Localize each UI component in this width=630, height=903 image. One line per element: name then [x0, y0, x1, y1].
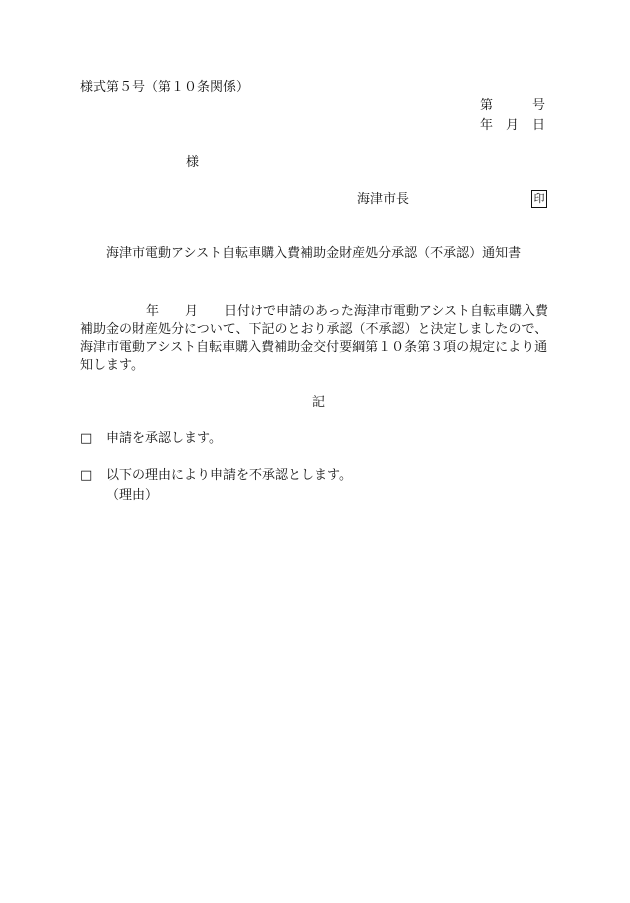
ki-heading: 記 — [312, 395, 326, 410]
document-date: 年 月 日 — [480, 118, 546, 133]
approve-label: 申請を承認します。 — [106, 431, 222, 446]
approve-checkbox: □ — [80, 431, 93, 446]
body-line-1: 年 月 日付けで申請のあった海津市電動アシスト自転車購入費 — [146, 304, 548, 319]
seal-mark: 印 — [531, 190, 547, 208]
body-paragraph — [80, 303, 550, 375]
body-line-4: 知します。 — [80, 358, 144, 373]
reject-label: 以下の理由により申請を不承認とします。 — [106, 468, 352, 483]
form-reference: 様式第５号（第１０条関係） — [80, 80, 250, 95]
document-number: 第 号 — [480, 98, 546, 113]
body-line-2: 補助金の財産処分について、下記のとおり承認（不承認）と決定しましたので、 — [80, 322, 548, 337]
document-title: 海津市電動アシスト自転車購入費補助金財産処分承認（不承認）通知書 — [106, 246, 522, 261]
approve-option — [80, 432, 222, 445]
issuer-name: 海津市長 — [357, 192, 410, 207]
body-line-3: 海津市電動アシスト自転車購入費補助金交付要綱第１０条第３項の規定により通 — [80, 340, 548, 355]
reject-checkbox: □ — [80, 468, 93, 483]
addressee-honorific: 様 — [186, 155, 200, 170]
reject-option — [80, 469, 352, 482]
reason-label: （理由） — [106, 488, 159, 503]
